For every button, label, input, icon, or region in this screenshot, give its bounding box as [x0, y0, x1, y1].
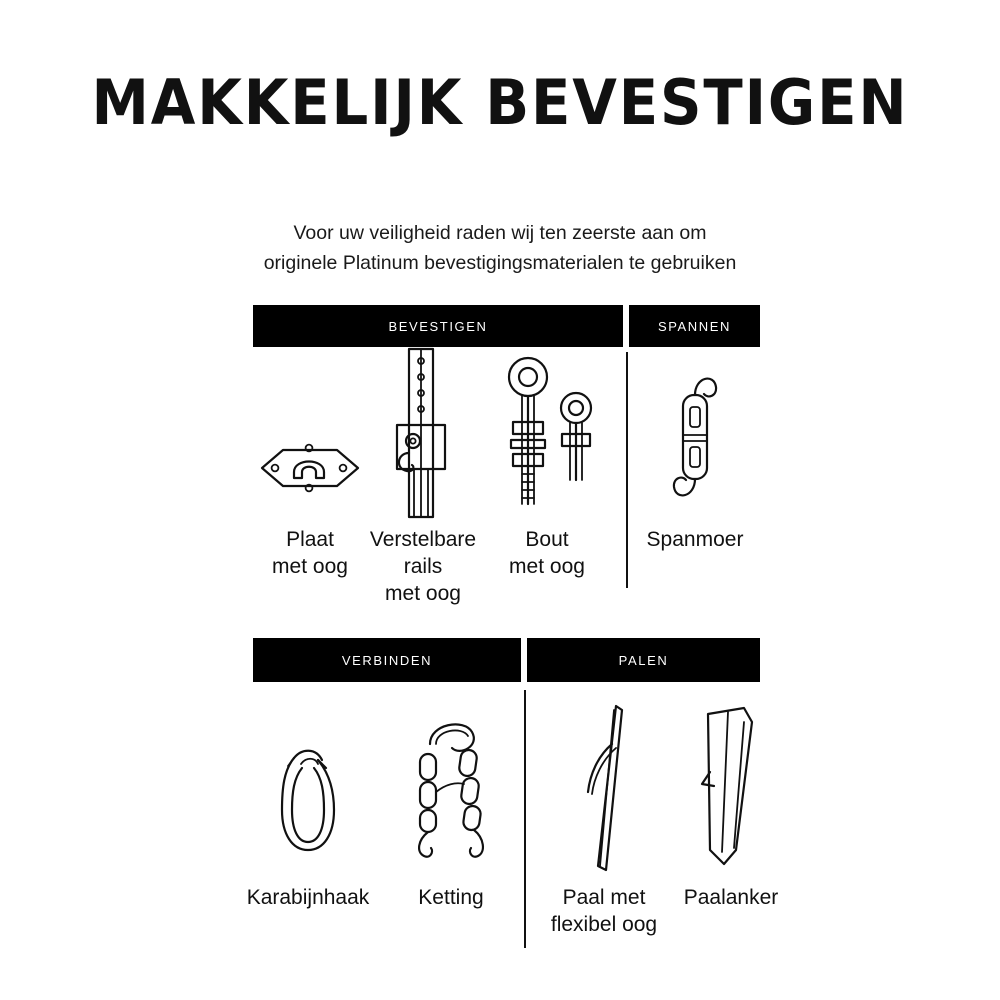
eye-plate-icon — [245, 400, 375, 520]
item-label: Verstelbare rails met oog — [369, 528, 477, 605]
section-header-palen: PALEN — [527, 638, 760, 682]
item-label: Paal met flexibel oog — [550, 886, 658, 936]
item-paal-met-flexibel-oog — [530, 700, 678, 938]
item-label: Paalanker — [683, 886, 779, 909]
chain-icon — [386, 700, 516, 878]
section-header-verbinden: VERBINDEN — [253, 638, 521, 682]
item-plaat-met-oog — [245, 400, 375, 580]
item-spanmoer — [630, 355, 760, 553]
item-label: Ketting — [418, 886, 484, 909]
item-karabijnhaak — [232, 730, 384, 911]
pole-flexible-eye-icon — [530, 700, 678, 878]
eye-bolt-icon — [480, 352, 614, 520]
section-header-bevestigen: BEVESTIGEN — [253, 305, 623, 347]
item-label: Plaat met oog — [272, 528, 348, 578]
adjustable-rail-icon — [357, 345, 489, 520]
turnbuckle-icon — [630, 355, 760, 520]
section-header-spannen: SPANNEN — [629, 305, 760, 347]
item-label: Bout met oog — [509, 528, 585, 578]
item-paalanker — [666, 700, 796, 911]
item-bout-met-oog — [480, 352, 614, 580]
section-divider-top — [626, 352, 628, 588]
item-verstelbare-rails — [357, 345, 489, 607]
carabiner-icon — [232, 730, 384, 878]
item-label: Spanmoer — [646, 528, 744, 551]
page-title: MAKKELIJK BEVESTIGEN — [91, 66, 909, 139]
item-ketting — [386, 700, 516, 911]
subtitle-line-1: Voor uw veiligheid raden wij ten zeerste aan om — [293, 222, 707, 244]
page-subtitle — [0, 218, 1000, 278]
item-label: Karabijnhaak — [246, 886, 370, 909]
section-divider-bottom — [524, 690, 526, 948]
ground-anchor-icon — [666, 700, 796, 878]
subtitle-line-2: originele Platinum bevestigingsmaterialen te gebruiken — [263, 252, 737, 274]
